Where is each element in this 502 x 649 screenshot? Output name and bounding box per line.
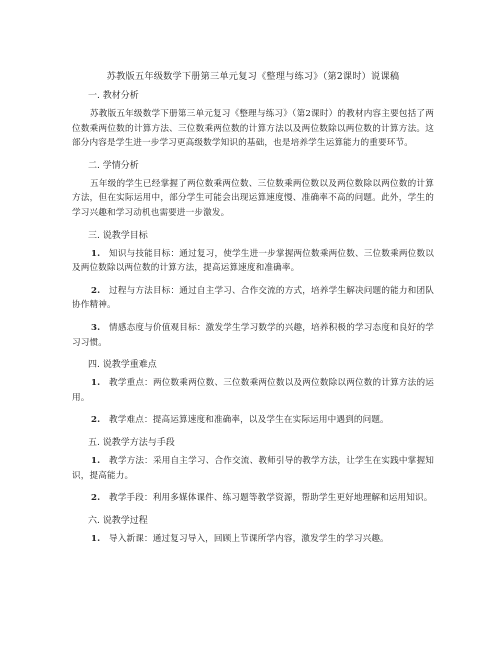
section-heading: 五. 说教学方法与手段 — [88, 437, 175, 448]
section-heading: 六. 说教学过程 — [88, 515, 148, 526]
section-heading: 二. 学情分析 — [88, 160, 139, 171]
list-item — [72, 532, 434, 547]
section-methods — [72, 436, 434, 506]
item-text: 教学重点：两位数乘两位数、三位数乘两位数以及两位数除以两位数的计算方法的运用。 — [72, 378, 434, 403]
section-key-points — [72, 358, 434, 428]
item-text: 过程与方法目标：通过自主学习、合作交流的方式，培养学生解决问题的能力和团队协作精神。 — [72, 285, 434, 311]
list-item — [72, 284, 434, 313]
section-textbook-analysis — [72, 89, 434, 151]
item-number: 1. — [91, 455, 101, 466]
item-number: 2. — [91, 285, 101, 296]
list-item — [72, 321, 434, 350]
item-number: 3. — [91, 322, 101, 333]
paragraph: 五年级的学生已经掌握了两位数乘两位数、三位数乘两位数以及两位数除以两位数的计算方法，但在实际运用中，部分学生可能会出现运算速度慢、准确率不高的问题。此外，学生的学习兴趣和学习动机也需要进一步激发。 — [72, 178, 434, 218]
list-item — [72, 454, 434, 483]
section-teaching-goals — [72, 229, 434, 351]
item-text: 教学手段：利用多媒体课件、练习题等教学资源，帮助学生更好地理解和运用知识。 — [109, 493, 433, 504]
document-title: 苏教版五年级数学下册第三单元复习《整理与练习》（第2课时）说课稿 — [106, 71, 400, 82]
item-text: 导入新课：通过复习导入，回顾上节课所学内容，激发学生的学习兴趣。 — [109, 533, 389, 544]
item-text: 情感态度与价值观目标：激发学生学习数学的兴趣，培养积极的学习态度和良好的学习习惯。 — [72, 322, 434, 348]
list-item — [72, 376, 434, 405]
section-heading: 三. 说教学目标 — [88, 230, 148, 241]
list-item — [72, 247, 434, 276]
section-heading: 一. 教材分析 — [88, 91, 139, 101]
item-text: 知识与技能目标：通过复习，使学生进一步掌握两位数乘两位数、三位数乘两位数以及两位数除以两位数的计算方法，提高运算速度和准确率。 — [72, 248, 434, 274]
section-teaching-process — [72, 514, 434, 547]
paragraph: 苏教版五年级数学下册第三单元复习《整理与练习》（第2课时）的教材内容主要包括了两位数乘两位数的计算方法、三位数乘两位数的计算方法以及两位数除以两位数的计算方法。这部分内容是学生进一步学习更高级数学知识的基础，也是培养学生运算能力的重要环节。 — [72, 109, 434, 149]
item-text: 教学难点：提高运算速度和准确率，以及学生在实际运用中遇到的问题。 — [109, 415, 389, 426]
list-item — [72, 413, 434, 428]
section-heading: 四. 说教学重难点 — [88, 360, 157, 371]
section-student-analysis — [72, 159, 434, 221]
item-number: 2. — [91, 493, 101, 504]
item-text: 教学方法：采用自主学习、合作交流、教师引导的教学方法，让学生在实践中掌握知识，提高能力。 — [72, 455, 434, 481]
item-number: 1. — [91, 378, 101, 389]
list-item — [72, 491, 434, 506]
item-number: 2. — [91, 415, 101, 426]
item-number: 1. — [91, 248, 101, 259]
item-number: 1. — [91, 533, 101, 544]
